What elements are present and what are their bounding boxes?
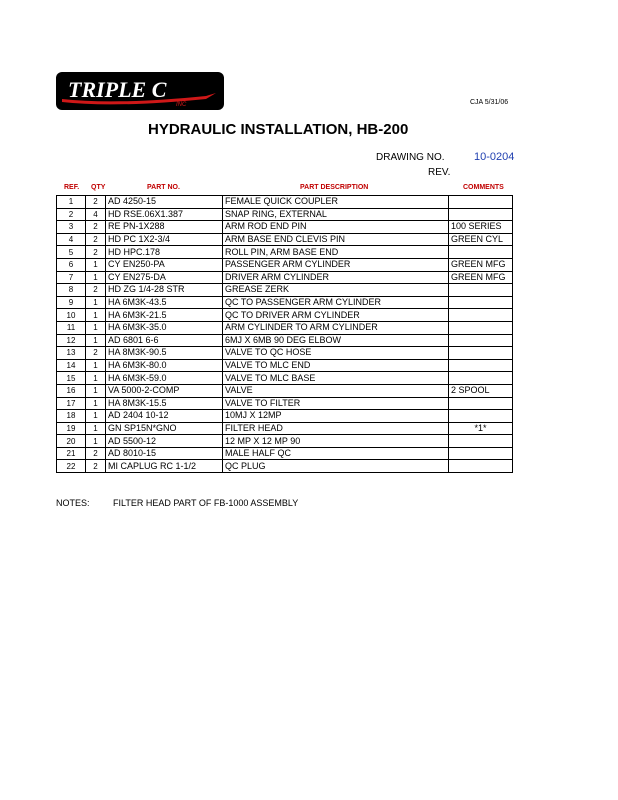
cell-ref: 9 xyxy=(57,296,86,309)
cell-qty: 2 xyxy=(86,233,106,246)
notes-label: NOTES: xyxy=(56,498,90,508)
cell-comments xyxy=(449,347,513,360)
table-row xyxy=(57,397,513,410)
page-title: HYDRAULIC INSTALLATION, HB-200 xyxy=(148,121,409,138)
cell-comments xyxy=(449,196,513,209)
cell-qty: 1 xyxy=(86,271,106,284)
cell-part-no: HA 8M3K-15.5 xyxy=(106,397,223,410)
cell-ref: 3 xyxy=(57,221,86,234)
cell-part-no: HA 6M3K-35.0 xyxy=(106,321,223,334)
cell-comments xyxy=(449,309,513,322)
cell-description: VALVE TO MLC BASE xyxy=(223,372,449,385)
cell-description: 12 MP X 12 MP 90 xyxy=(223,435,449,448)
cell-qty: 1 xyxy=(86,296,106,309)
cell-qty: 2 xyxy=(86,347,106,360)
cell-part-no: AD 5500-12 xyxy=(106,435,223,448)
revision-label: REV. xyxy=(428,167,451,178)
table-row xyxy=(57,296,513,309)
table-row xyxy=(57,372,513,385)
parts-table-body xyxy=(57,196,513,473)
cell-qty: 2 xyxy=(86,447,106,460)
cell-comments xyxy=(449,397,513,410)
table-row xyxy=(57,460,513,473)
cell-ref: 1 xyxy=(57,196,86,209)
cell-comments xyxy=(449,372,513,385)
cell-qty: 1 xyxy=(86,435,106,448)
cell-description: SNAP RING, EXTERNAL xyxy=(223,208,449,221)
cell-ref: 21 xyxy=(57,447,86,460)
cell-qty: 1 xyxy=(86,359,106,372)
table-row xyxy=(57,309,513,322)
cell-comments: 2 SPOOL xyxy=(449,384,513,397)
cell-ref: 18 xyxy=(57,410,86,423)
cell-description: ARM BASE END CLEVIS PIN xyxy=(223,233,449,246)
cell-ref: 22 xyxy=(57,460,86,473)
cell-part-no: VA 5000-2-COMP xyxy=(106,384,223,397)
cell-ref: 4 xyxy=(57,233,86,246)
cell-part-no: HA 6M3K-80.0 xyxy=(106,359,223,372)
cell-part-no: CY EN275-DA xyxy=(106,271,223,284)
notes-text: FILTER HEAD PART OF FB-1000 ASSEMBLY xyxy=(113,498,299,508)
cell-ref: 13 xyxy=(57,347,86,360)
cell-part-no: RE PN-1X288 xyxy=(106,221,223,234)
column-header-description: PART DESCRIPTION xyxy=(300,184,369,191)
cell-part-no: HA 6M3K-43.5 xyxy=(106,296,223,309)
cell-qty: 1 xyxy=(86,258,106,271)
cell-comments: GREEN CYL xyxy=(449,233,513,246)
column-header-part-no: PART NO. xyxy=(147,184,180,191)
cell-ref: 8 xyxy=(57,284,86,297)
table-row xyxy=(57,258,513,271)
cell-qty: 1 xyxy=(86,321,106,334)
cell-part-no: HD HPC.178 xyxy=(106,246,223,259)
cell-qty: 4 xyxy=(86,208,106,221)
cell-description: VALVE TO MLC END xyxy=(223,359,449,372)
cell-qty: 1 xyxy=(86,422,106,435)
cell-qty: 1 xyxy=(86,309,106,322)
cell-part-no: HD ZG 1/4-28 STR xyxy=(106,284,223,297)
cell-description: QC TO PASSENGER ARM CYLINDER xyxy=(223,296,449,309)
parts-table xyxy=(56,195,513,473)
cell-part-no: HA 6M3K-21.5 xyxy=(106,309,223,322)
cell-qty: 2 xyxy=(86,246,106,259)
table-row xyxy=(57,284,513,297)
drawing-number-label: DRAWING NO. xyxy=(376,152,445,163)
table-row xyxy=(57,196,513,209)
cell-qty: 1 xyxy=(86,397,106,410)
company-logo xyxy=(56,72,224,110)
cell-qty: 2 xyxy=(86,460,106,473)
triple-c-logo-graphic xyxy=(56,72,224,110)
cell-part-no: GN SP15N*GNO xyxy=(106,422,223,435)
cell-description: DRIVER ARM CYLINDER xyxy=(223,271,449,284)
table-row xyxy=(57,334,513,347)
cell-part-no: AD 6801 6-6 xyxy=(106,334,223,347)
cell-comments xyxy=(449,359,513,372)
column-header-qty: QTY xyxy=(91,184,106,191)
cell-qty: 1 xyxy=(86,372,106,385)
cell-ref: 19 xyxy=(57,422,86,435)
cell-qty: 1 xyxy=(86,384,106,397)
cell-description: QC PLUG xyxy=(223,460,449,473)
cell-comments xyxy=(449,284,513,297)
cell-part-no: AD 4250-15 xyxy=(106,196,223,209)
cell-ref: 12 xyxy=(57,334,86,347)
table-row xyxy=(57,359,513,372)
column-header-ref: REF. xyxy=(64,184,80,191)
cell-ref: 20 xyxy=(57,435,86,448)
cell-part-no: HA 6M3K-59.0 xyxy=(106,372,223,385)
cell-description: FILTER HEAD xyxy=(223,422,449,435)
cell-ref: 14 xyxy=(57,359,86,372)
table-row xyxy=(57,233,513,246)
cell-ref: 7 xyxy=(57,271,86,284)
cell-qty: 2 xyxy=(86,196,106,209)
cell-ref: 2 xyxy=(57,208,86,221)
cell-description: ROLL PIN, ARM BASE END xyxy=(223,246,449,259)
cell-description: QC TO DRIVER ARM CYLINDER xyxy=(223,309,449,322)
cell-comments: GREEN MFG xyxy=(449,271,513,284)
cell-description: VALVE TO FILTER xyxy=(223,397,449,410)
cell-description: 10MJ X 12MP xyxy=(223,410,449,423)
cell-description: GREASE ZERK xyxy=(223,284,449,297)
cell-ref: 10 xyxy=(57,309,86,322)
table-row xyxy=(57,246,513,259)
table-row xyxy=(57,321,513,334)
cell-description: 6MJ X 6MB 90 DEG ELBOW xyxy=(223,334,449,347)
cell-comments xyxy=(449,296,513,309)
cell-comments: *1* xyxy=(449,422,513,435)
cell-qty: 1 xyxy=(86,410,106,423)
cell-ref: 11 xyxy=(57,321,86,334)
cell-description: MALE HALF QC xyxy=(223,447,449,460)
cell-comments xyxy=(449,435,513,448)
table-row xyxy=(57,435,513,448)
cell-comments xyxy=(449,321,513,334)
cell-comments xyxy=(449,410,513,423)
author-date: CJA 5/31/06 xyxy=(470,99,509,106)
logo-wordmark: TRIPLE C xyxy=(68,77,167,102)
cell-ref: 15 xyxy=(57,372,86,385)
cell-comments xyxy=(449,460,513,473)
cell-comments: 100 SERIES xyxy=(449,221,513,234)
cell-comments xyxy=(449,447,513,460)
cell-description: ARM ROD END PIN xyxy=(223,221,449,234)
cell-comments xyxy=(449,334,513,347)
cell-part-no: AD 8010-15 xyxy=(106,447,223,460)
drawing-number-value: 10-0204 xyxy=(474,151,515,163)
cell-ref: 17 xyxy=(57,397,86,410)
cell-description: PASSENGER ARM CYLINDER xyxy=(223,258,449,271)
cell-ref: 5 xyxy=(57,246,86,259)
cell-comments: GREEN MFG xyxy=(449,258,513,271)
cell-part-no: HD PC 1X2-3/4 xyxy=(106,233,223,246)
table-row xyxy=(57,271,513,284)
cell-qty: 2 xyxy=(86,221,106,234)
table-row xyxy=(57,422,513,435)
cell-description: VALVE TO QC HOSE xyxy=(223,347,449,360)
cell-part-no: MI CAPLUG RC 1-1/2 xyxy=(106,460,223,473)
cell-part-no: AD 2404 10-12 xyxy=(106,410,223,423)
table-row xyxy=(57,221,513,234)
cell-qty: 2 xyxy=(86,284,106,297)
table-row xyxy=(57,447,513,460)
cell-part-no: HD RSE.06X1.387 xyxy=(106,208,223,221)
table-row xyxy=(57,347,513,360)
cell-part-no: HA 8M3K-90.5 xyxy=(106,347,223,360)
cell-ref: 16 xyxy=(57,384,86,397)
cell-qty: 1 xyxy=(86,334,106,347)
table-row xyxy=(57,384,513,397)
table-row xyxy=(57,410,513,423)
column-header-comments: COMMENTS xyxy=(463,184,504,191)
logo-inc: INC xyxy=(176,102,187,108)
cell-description: VALVE xyxy=(223,384,449,397)
cell-comments xyxy=(449,246,513,259)
table-row xyxy=(57,208,513,221)
cell-comments xyxy=(449,208,513,221)
cell-description: FEMALE QUICK COUPLER xyxy=(223,196,449,209)
cell-part-no: CY EN250-PA xyxy=(106,258,223,271)
cell-ref: 6 xyxy=(57,258,86,271)
cell-description: ARM CYLINDER TO ARM CYLINDER xyxy=(223,321,449,334)
